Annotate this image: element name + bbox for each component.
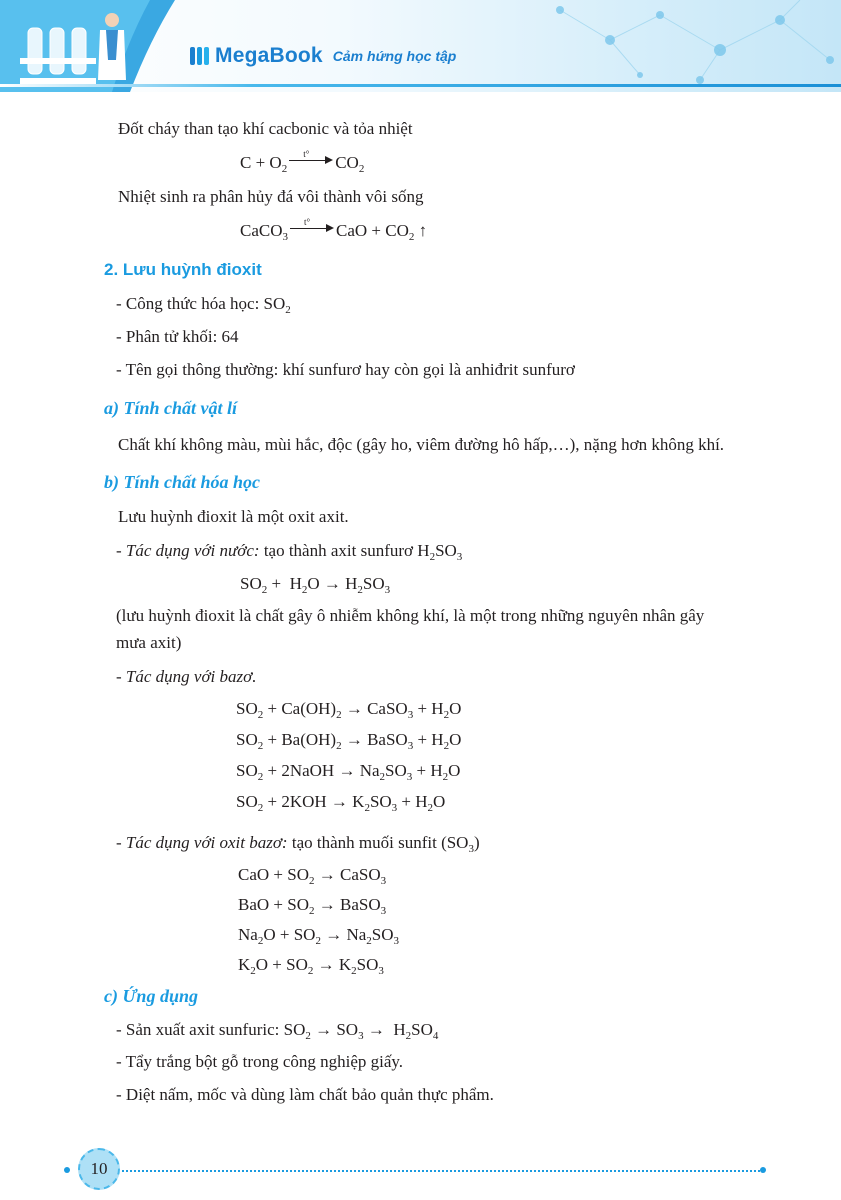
- formula-label: - Công thức hóa học:: [116, 294, 260, 313]
- equation-so2-koh: $SO_2 + 2KOH \to K_2SO_3 + H_2O$: [236, 792, 446, 814]
- page-number: 10: [78, 1148, 120, 1190]
- water-reaction-text: tạo thành axit sunfurơ: [263, 541, 414, 560]
- application-item-1: - Sản xuất axit sunfuric: $SO_2 \to SO_3 \to H_2SO_4$: [116, 1020, 439, 1042]
- water-reaction-line: - Tác dụng với nước: tạo thành axit sunfurơ $H_2SO_3$: [116, 541, 463, 563]
- molar-mass-line: - Phân tử khối: 64: [116, 327, 239, 346]
- oxide-acid-line: Lưu huỳnh đioxit là một oxit axit.: [118, 507, 349, 526]
- equation-so2-caoh2: $SO_2 + Ca(OH)_2$ → CaSO$_3$ + $H_2O$: [236, 699, 462, 721]
- pollution-note-line-2: mưa axit): [116, 633, 182, 652]
- header-divider: [0, 84, 841, 87]
- intro-line-1: Đốt cháy than tạo khí cacbonic và tỏa nhiệt: [118, 119, 413, 138]
- megabook-logo-icon: [190, 47, 209, 65]
- equation-cao-so2: CaO + $SO_2$ → CaSO$_3$: [238, 865, 387, 887]
- physical-properties-text: Chất khí không màu, mùi hắc, độc (gây ho, viêm đường hô hấp,…), nặng hơn không khí.: [118, 435, 725, 454]
- heat-arrow-icon: t°: [290, 224, 334, 234]
- equation-k2o-so2: $K_2O + SO_2 \to K_2SO_3$: [238, 955, 384, 977]
- equation-so2-water: $SO_2 + H_2O \to H_2SO_3$: [240, 574, 391, 596]
- application-item-3: - Diệt nấm, mốc và dùng làm chất bảo quản thực phẩm.: [116, 1085, 494, 1104]
- application-item-1-label: - Sản xuất axit sunfuric:: [116, 1020, 280, 1039]
- common-names-line: - Tên gọi thông thường: khí sunfurơ hay còn gọi là anhiđrit sunfurơ: [116, 360, 575, 379]
- applications-heading: c) Ứng dụng: [104, 986, 198, 1006]
- brand-name: MegaBook: [215, 44, 323, 67]
- intro-line-2: Nhiệt sinh ra phân hủy đá vôi thành vôi sống: [118, 187, 424, 206]
- application-item-2: - Tẩy trắng bột gỗ trong công nghiệp giấy.: [116, 1052, 404, 1071]
- section-2-heading: 2. Lưu huỳnh đioxit: [104, 260, 262, 279]
- oxide-reaction-line: - Tác dụng với oxit bazơ: tạo thành muối sunfit $(SO_3)$: [116, 833, 480, 855]
- equation-na2o-so2: $Na_2O + SO_2 \to Na_2SO_3$: [238, 925, 399, 947]
- oxide-reaction-label: - Tác dụng với oxit bazơ:: [116, 833, 288, 852]
- footer-dot-left-icon: [64, 1167, 70, 1173]
- megabook-brand: [190, 44, 456, 68]
- chemical-properties-heading: b) Tính chất hóa học: [104, 472, 261, 492]
- equation-bao-so2: BaO + $SO_2$ → BaSO$_3$: [238, 895, 387, 917]
- pollution-note-line-1: (lưu huỳnh đioxit là chất gây ô nhiễm không khí, là một trong những nguyên nhân gây: [116, 606, 705, 625]
- equation-so2-naoh: $SO_2$ + 2NaOH → $Na_2SO_3 + H_2O$: [236, 761, 461, 783]
- footer-divider: [122, 1170, 760, 1172]
- page-header: [0, 0, 841, 92]
- water-reaction-label: - Tác dụng với nước:: [116, 541, 260, 560]
- equation-limestone-decomposition: CaCO$_3$ t° CaO + $CO_2$ ↑: [240, 217, 428, 243]
- equation-carbon-combustion: $C + O_2$ t° $CO_2$: [240, 149, 365, 175]
- lab-illustration-icon: [0, 0, 175, 92]
- brand-slogan: Cảm hứng học tập: [332, 48, 457, 64]
- physical-properties-heading: a) Tính chất vật lí: [104, 398, 238, 418]
- base-reaction-label: - Tác dụng với bazơ.: [116, 667, 257, 686]
- equation-so2-baoh2: $SO_2 + Ba(OH)_2$ → BaSO$_3$ + $H_2O$: [236, 730, 462, 752]
- footer-dot-right-icon: [760, 1167, 766, 1173]
- oxide-reaction-text: tạo thành muối sunfit: [291, 833, 437, 852]
- formula-line: - Công thức hóa học: $SO_2$: [116, 294, 291, 316]
- heat-arrow-icon: t°: [289, 156, 333, 166]
